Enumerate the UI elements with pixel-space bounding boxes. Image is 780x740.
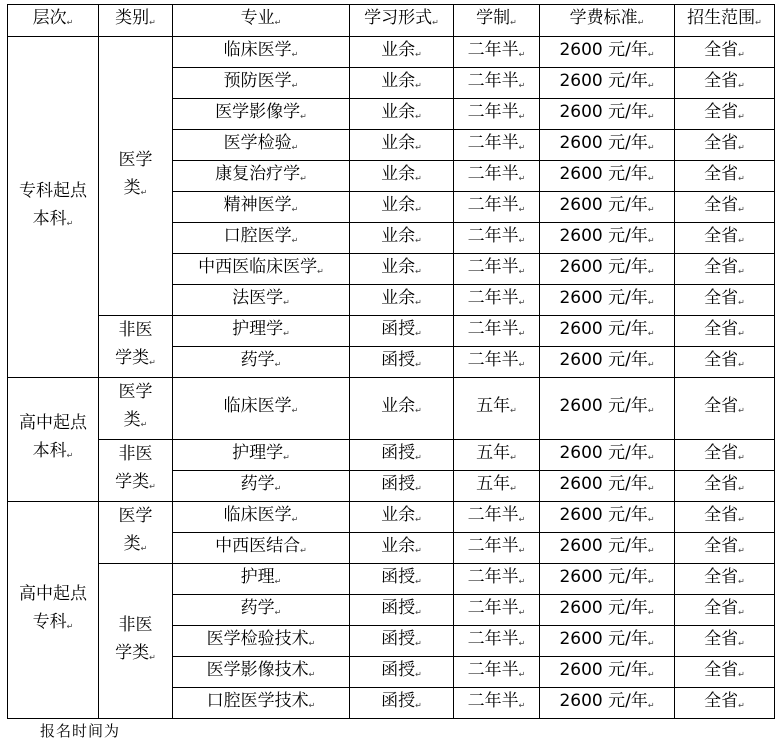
category-label: 医学类 ↵ (114, 146, 158, 207)
tuition-cell: 2600 元/年 ↵ (540, 347, 675, 378)
study-mode-cell: 业余 ↵ (350, 378, 454, 440)
header-cell: 学费标准 ↵ (540, 5, 675, 37)
tuition-cell: 2600 元/年 ↵ (540, 657, 675, 688)
enrollment-table (7, 4, 775, 719)
duration-cell: 二年半 ↵ (454, 347, 540, 378)
tuition-cell: 2600 元/年 ↵ (540, 285, 675, 316)
duration-cell: 二年半 ↵ (454, 161, 540, 192)
duration-cell: 五年 ↵ (454, 378, 540, 440)
study-mode-cell: 函授 ↵ (350, 626, 454, 657)
duration-cell: 二年半 ↵ (454, 254, 540, 285)
category-cell (99, 502, 173, 564)
major-cell: 医学影像技术 ↵ (173, 657, 350, 688)
header-cell: 层次 ↵ (8, 5, 99, 37)
level-cell (8, 37, 99, 378)
study-mode-cell: 函授 ↵ (350, 657, 454, 688)
category-label: 医学类 ↵ (114, 378, 158, 439)
major-cell: 口腔医学 ↵ (173, 223, 350, 254)
duration-cell: 二年半 ↵ (454, 626, 540, 657)
scope-cell: 全省 ↵ (675, 378, 775, 440)
level-label: 高中起点专科 ↵ (19, 580, 87, 641)
tuition-cell: 2600 元/年 ↵ (540, 254, 675, 285)
level-cell (8, 378, 99, 502)
major-cell: 法医学 ↵ (173, 285, 350, 316)
scope-cell: 全省 ↵ (675, 130, 775, 161)
scope-cell: 全省 ↵ (675, 254, 775, 285)
scope-cell: 全省 ↵ (675, 68, 775, 99)
scope-cell: 全省 ↵ (675, 533, 775, 564)
tuition-cell: 2600 元/年 ↵ (540, 223, 675, 254)
study-mode-cell: 业余 ↵ (350, 254, 454, 285)
table-row (8, 378, 775, 440)
scope-cell: 全省 ↵ (675, 502, 775, 533)
major-cell: 预防医学 ↵ (173, 68, 350, 99)
tuition-cell: 2600 元/年 ↵ (540, 68, 675, 99)
duration-cell: 二年半 ↵ (454, 285, 540, 316)
study-mode-cell: 业余 ↵ (350, 285, 454, 316)
scope-cell: 全省 ↵ (675, 657, 775, 688)
duration-cell: 二年半 ↵ (454, 37, 540, 68)
category-label: 医学类 ↵ (114, 502, 158, 563)
table-row (8, 564, 775, 595)
duration-cell: 二年半 ↵ (454, 564, 540, 595)
duration-cell: 二年半 ↵ (454, 595, 540, 626)
study-mode-cell: 业余 ↵ (350, 161, 454, 192)
duration-cell: 五年 ↵ (454, 471, 540, 502)
study-mode-cell: 函授 ↵ (350, 564, 454, 595)
tuition-cell: 2600 元/年 ↵ (540, 440, 675, 471)
table-row (8, 316, 775, 347)
study-mode-cell: 函授 ↵ (350, 688, 454, 719)
tuition-cell: 2600 元/年 ↵ (540, 564, 675, 595)
study-mode-cell: 业余 ↵ (350, 99, 454, 130)
study-mode-cell: 函授 ↵ (350, 347, 454, 378)
duration-cell: 二年半 ↵ (454, 688, 540, 719)
major-cell: 医学影像学 ↵ (173, 99, 350, 130)
study-mode-cell: 业余 ↵ (350, 192, 454, 223)
scope-cell: 全省 ↵ (675, 595, 775, 626)
tuition-cell: 2600 元/年 ↵ (540, 688, 675, 719)
duration-cell: 二年半 ↵ (454, 68, 540, 99)
scope-cell: 全省 ↵ (675, 564, 775, 595)
study-mode-cell: 业余 ↵ (350, 502, 454, 533)
study-mode-cell: 业余 ↵ (350, 37, 454, 68)
level-cell (8, 502, 99, 719)
tuition-cell: 2600 元/年 ↵ (540, 192, 675, 223)
major-cell: 药学 ↵ (173, 595, 350, 626)
major-cell: 护理学 ↵ (173, 316, 350, 347)
header-cell: 学习形式 ↵ (350, 5, 454, 37)
major-cell: 护理 ↵ (173, 564, 350, 595)
scope-cell: 全省 ↵ (675, 37, 775, 68)
major-cell: 药学 ↵ (173, 347, 350, 378)
category-label: 非医学类 ↵ (114, 316, 158, 377)
scope-cell: 全省 ↵ (675, 626, 775, 657)
scope-cell: 全省 ↵ (675, 161, 775, 192)
study-mode-cell: 业余 ↵ (350, 533, 454, 564)
study-mode-cell: 业余 ↵ (350, 68, 454, 99)
tuition-cell: 2600 元/年 ↵ (540, 502, 675, 533)
scope-cell: 全省 ↵ (675, 316, 775, 347)
major-cell: 中西医结合 ↵ (173, 533, 350, 564)
duration-cell: 二年半 ↵ (454, 192, 540, 223)
major-cell: 护理学 ↵ (173, 440, 350, 471)
category-cell (99, 378, 173, 440)
header-cell: 招生范围 ↵ (675, 5, 775, 37)
header-cell: 类别 ↵ (99, 5, 173, 37)
major-cell: 临床医学 ↵ (173, 378, 350, 440)
major-cell: 康复治疗学 ↵ (173, 161, 350, 192)
level-label: 高中起点本科 ↵ (19, 409, 87, 470)
category-label: 非医学类 ↵ (114, 611, 158, 672)
scope-cell: 全省 ↵ (675, 99, 775, 130)
tuition-cell: 2600 元/年 ↵ (540, 533, 675, 564)
major-cell: 医学检验 ↵ (173, 130, 350, 161)
scope-cell: 全省 ↵ (675, 471, 775, 502)
table-row (8, 37, 775, 68)
tuition-cell: 2600 元/年 ↵ (540, 378, 675, 440)
tuition-cell: 2600 元/年 ↵ (540, 37, 675, 68)
category-cell (99, 564, 173, 719)
scope-cell: 全省 ↵ (675, 223, 775, 254)
duration-cell: 二年半 ↵ (454, 130, 540, 161)
category-cell (99, 37, 173, 316)
tuition-cell: 2600 元/年 ↵ (540, 595, 675, 626)
header-cell: 专业 ↵ (173, 5, 350, 37)
scope-cell: 全省 ↵ (675, 688, 775, 719)
tuition-cell: 2600 元/年 ↵ (540, 471, 675, 502)
scope-cell: 全省 ↵ (675, 347, 775, 378)
scope-cell: 全省 ↵ (675, 192, 775, 223)
level-label: 专科起点本科 ↵ (19, 177, 87, 238)
tuition-cell: 2600 元/年 ↵ (540, 316, 675, 347)
duration-cell: 二年半 ↵ (454, 533, 540, 564)
header-cell: 学制 ↵ (454, 5, 540, 37)
study-mode-cell: 函授 ↵ (350, 471, 454, 502)
tuition-cell: 2600 元/年 ↵ (540, 130, 675, 161)
category-label: 非医学类 ↵ (114, 440, 158, 501)
header-row (8, 5, 775, 37)
table-row (8, 502, 775, 533)
major-cell: 临床医学 ↵ (173, 37, 350, 68)
duration-cell: 二年半 ↵ (454, 316, 540, 347)
scope-cell: 全省 ↵ (675, 285, 775, 316)
study-mode-cell: 业余 ↵ (350, 223, 454, 254)
major-cell: 精神医学 ↵ (173, 192, 350, 223)
study-mode-cell: 函授 ↵ (350, 595, 454, 626)
table-row (8, 440, 775, 471)
table-body (8, 37, 775, 719)
duration-cell: 二年半 ↵ (454, 657, 540, 688)
category-cell (99, 316, 173, 378)
tuition-cell: 2600 元/年 ↵ (540, 99, 675, 130)
category-cell (99, 440, 173, 502)
major-cell: 中西医临床医学 ↵ (173, 254, 350, 285)
study-mode-cell: 业余 ↵ (350, 130, 454, 161)
scope-cell: 全省 ↵ (675, 440, 775, 471)
duration-cell: 二年半 ↵ (454, 502, 540, 533)
footer-text-fragment: 报名时间为 (40, 722, 121, 740)
tuition-cell: 2600 元/年 ↵ (540, 626, 675, 657)
study-mode-cell: 函授 ↵ (350, 316, 454, 347)
duration-cell: 二年半 ↵ (454, 223, 540, 254)
major-cell: 医学检验技术 ↵ (173, 626, 350, 657)
major-cell: 口腔医学技术 ↵ (173, 688, 350, 719)
duration-cell: 二年半 ↵ (454, 99, 540, 130)
major-cell: 药学 ↵ (173, 471, 350, 502)
major-cell: 临床医学 ↵ (173, 502, 350, 533)
study-mode-cell: 函授 ↵ (350, 440, 454, 471)
duration-cell: 五年 ↵ (454, 440, 540, 471)
tuition-cell: 2600 元/年 ↵ (540, 161, 675, 192)
